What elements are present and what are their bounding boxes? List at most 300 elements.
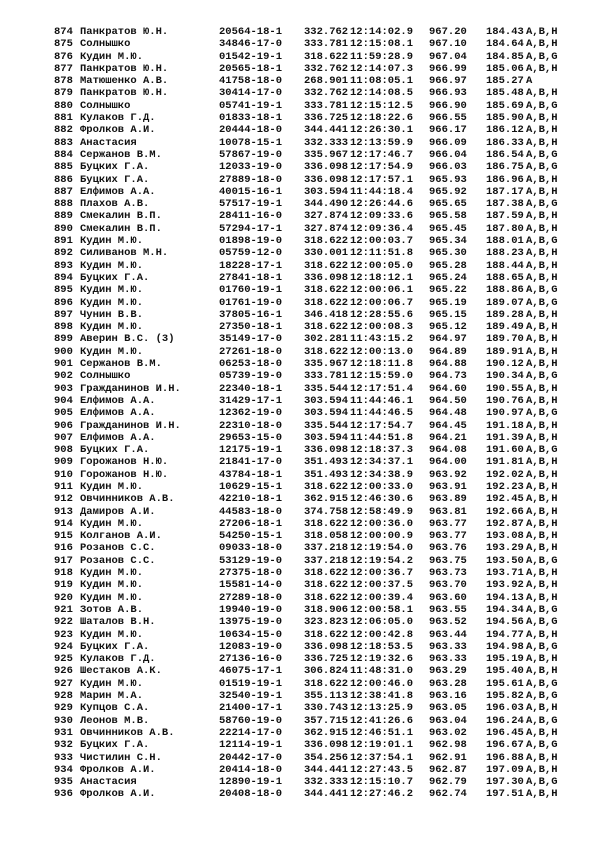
arrival-time: 12:18:37.3 <box>350 444 414 457</box>
speed: 964.21 <box>429 431 467 444</box>
ring-code: 22340-18-1 <box>219 382 283 395</box>
table-row <box>40 469 580 481</box>
place-number: 908 <box>54 444 73 457</box>
table-row <box>40 579 580 591</box>
arrival-time: 12:17:46.7 <box>350 148 414 161</box>
arrival-time: 12:17:54.7 <box>350 419 414 432</box>
place-number: 878 <box>54 75 73 88</box>
distance: 336.098 <box>304 271 349 284</box>
arrival-time: 12:00:03.7 <box>350 235 414 248</box>
class-list: A,B,H <box>526 62 558 75</box>
distance: 318.622 <box>304 591 349 604</box>
speed: 966.04 <box>429 148 467 161</box>
coefficient: 184.43 <box>486 26 524 38</box>
table-row <box>40 542 580 554</box>
distance: 318.622 <box>304 296 349 309</box>
arrival-time: 12:15:59.0 <box>350 370 414 383</box>
speed: 963.91 <box>429 480 467 493</box>
ring-code: 21400-17-1 <box>219 702 283 715</box>
speed: 965.30 <box>429 247 467 260</box>
place-number: 924 <box>54 640 73 653</box>
class-list: A,B,G <box>526 370 558 383</box>
arrival-time: 12:15:10.7 <box>350 776 414 789</box>
distance: 332.762 <box>304 62 349 75</box>
ring-code: 12114-19-1 <box>219 739 283 752</box>
table-row <box>40 383 580 395</box>
coefficient: 195.40 <box>486 665 524 678</box>
owner-name: Овчинников А.В. <box>80 493 175 506</box>
table-row <box>40 506 580 518</box>
coefficient: 190.55 <box>486 382 524 395</box>
coefficient: 191.60 <box>486 444 524 457</box>
speed: 963.92 <box>429 468 467 481</box>
arrival-time: 12:14:02.9 <box>350 26 414 38</box>
place-number: 887 <box>54 185 73 198</box>
class-list: A,B,G <box>526 554 558 567</box>
ring-code: 30414-17-0 <box>219 87 283 100</box>
distance: 318.906 <box>304 603 349 616</box>
owner-name: Чунин В.В. <box>80 308 144 321</box>
owner-name: Колганов А.И. <box>80 530 162 543</box>
place-number: 912 <box>54 493 73 506</box>
place-number: 925 <box>54 653 73 666</box>
place-number: 906 <box>54 419 73 432</box>
place-number: 893 <box>54 259 73 272</box>
class-list: A,B,G <box>526 161 558 174</box>
coefficient: 194.34 <box>486 603 524 616</box>
table-row <box>40 788 580 800</box>
ring-code: 27841-18-1 <box>219 271 283 284</box>
distance: 333.781 <box>304 370 349 383</box>
distance: 351.493 <box>304 456 349 469</box>
distance: 357.715 <box>304 714 349 727</box>
arrival-time: 12:00:39.4 <box>350 591 414 604</box>
arrival-time: 12:00:05.0 <box>350 259 414 272</box>
arrival-time: 12:00:42.8 <box>350 628 414 641</box>
coefficient: 186.54 <box>486 148 524 161</box>
arrival-time: 12:34:37.1 <box>350 456 414 469</box>
owner-name: Буцких Г.А. <box>80 640 150 653</box>
ring-code: 05741-19-1 <box>219 99 283 112</box>
coefficient: 189.70 <box>486 333 524 346</box>
speed: 964.88 <box>429 358 467 371</box>
distance: 318.622 <box>304 579 349 592</box>
arrival-time: 12:18:12.1 <box>350 271 414 284</box>
class-list: A,B,H <box>526 788 558 801</box>
owner-name: Панкратов Ю.Н. <box>80 87 169 100</box>
ring-code: 13975-19-0 <box>219 616 283 629</box>
arrival-time: 11:43:15.2 <box>350 333 414 346</box>
class-list: A,B,H <box>526 628 558 641</box>
class-list: A,B,H <box>526 419 558 432</box>
table-row <box>40 481 580 493</box>
speed: 966.93 <box>429 87 467 100</box>
ring-code: 12175-19-1 <box>219 444 283 457</box>
arrival-time: 11:59:28.9 <box>350 50 414 63</box>
place-number: 897 <box>54 308 73 321</box>
coefficient: 193.92 <box>486 579 524 592</box>
arrival-time: 12:00:46.0 <box>350 677 414 690</box>
ring-code: 20414-18-0 <box>219 763 283 776</box>
ring-code: 01898-19-0 <box>219 235 283 248</box>
place-number: 883 <box>54 136 73 149</box>
owner-name: Марин М.А. <box>80 690 144 703</box>
class-list: A,B,H <box>526 456 558 469</box>
class-list: A,B,H <box>526 763 558 776</box>
owner-name: Гражданинов И.Н. <box>80 382 181 395</box>
owner-name: Кудин М.Ю. <box>80 321 144 334</box>
owner-name: Кудин М.Ю. <box>80 567 144 580</box>
place-number: 905 <box>54 407 73 420</box>
ring-code: 34846-17-0 <box>219 38 283 51</box>
speed: 967.10 <box>429 38 467 51</box>
ring-code: 31429-17-1 <box>219 394 283 407</box>
distance: 335.544 <box>304 382 349 395</box>
ring-code: 29653-15-0 <box>219 431 283 444</box>
ring-code: 42210-18-1 <box>219 493 283 506</box>
coefficient: 190.34 <box>486 370 524 383</box>
coefficient: 188.23 <box>486 247 524 260</box>
distance: 374.758 <box>304 505 349 518</box>
table-row <box>40 727 580 739</box>
coefficient: 189.07 <box>486 296 524 309</box>
class-list: A,B,H <box>526 259 558 272</box>
class-list: A,B,G <box>526 284 558 297</box>
class-list: A,B,G <box>526 603 558 616</box>
distance: 318.622 <box>304 517 349 530</box>
distance: 318.058 <box>304 530 349 543</box>
coefficient: 189.28 <box>486 308 524 321</box>
arrival-time: 12:15:08.1 <box>350 38 414 51</box>
distance: 337.218 <box>304 554 349 567</box>
distance: 335.967 <box>304 148 349 161</box>
distance: 336.098 <box>304 640 349 653</box>
class-list: A,B,H <box>526 358 558 371</box>
speed: 962.79 <box>429 776 467 789</box>
class-list: A,B,H <box>526 579 558 592</box>
coefficient: 192.45 <box>486 493 524 506</box>
speed: 963.33 <box>429 640 467 653</box>
place-number: 889 <box>54 210 73 223</box>
place-number: 884 <box>54 148 73 161</box>
arrival-time: 11:44:18.4 <box>350 185 414 198</box>
table-row <box>40 530 580 542</box>
class-list: A,B,G <box>526 99 558 112</box>
arrival-time: 12:00:13.0 <box>350 345 414 358</box>
arrival-time: 12:00:58.1 <box>350 603 414 616</box>
place-number: 910 <box>54 468 73 481</box>
coefficient: 196.24 <box>486 714 524 727</box>
arrival-time: 12:14:07.3 <box>350 62 414 75</box>
table-row <box>40 678 580 690</box>
speed: 965.12 <box>429 321 467 334</box>
speed: 962.74 <box>429 788 467 801</box>
coefficient: 189.91 <box>486 345 524 358</box>
distance: 318.622 <box>304 567 349 580</box>
arrival-time: 12:17:51.4 <box>350 382 414 395</box>
class-list: A <box>526 75 533 88</box>
place-number: 892 <box>54 247 73 260</box>
place-number: 936 <box>54 788 73 801</box>
arrival-time: 12:26:44.6 <box>350 198 414 211</box>
ring-code: 27136-16-0 <box>219 653 283 666</box>
class-list: A,B,H <box>526 210 558 223</box>
speed: 964.08 <box>429 444 467 457</box>
speed: 965.15 <box>429 308 467 321</box>
place-number: 898 <box>54 321 73 334</box>
speed: 966.90 <box>429 99 467 112</box>
speed: 963.28 <box>429 677 467 690</box>
arrival-time: 12:19:01.1 <box>350 739 414 752</box>
table-row <box>40 432 580 444</box>
table-row <box>40 752 580 764</box>
table-row <box>40 592 580 604</box>
distance: 336.725 <box>304 112 349 125</box>
owner-name: Кудин М.Ю. <box>80 628 144 641</box>
table-row <box>40 174 580 186</box>
ring-code: 44583-18-0 <box>219 505 283 518</box>
coefficient: 194.56 <box>486 616 524 629</box>
coefficient: 187.80 <box>486 222 524 235</box>
class-list: A,B,H <box>526 222 558 235</box>
arrival-time: 12:46:30.6 <box>350 493 414 506</box>
class-list: A,B,H <box>526 345 558 358</box>
arrival-time: 12:27:43.5 <box>350 763 414 776</box>
coefficient: 186.33 <box>486 136 524 149</box>
class-list: A,B,H <box>526 493 558 506</box>
table-row <box>40 63 580 75</box>
coefficient: 191.81 <box>486 456 524 469</box>
table-row <box>40 456 580 468</box>
ring-code: 12033-19-0 <box>219 161 283 174</box>
class-list: A,B,H <box>526 653 558 666</box>
ring-code: 01761-19-0 <box>219 296 283 309</box>
speed: 965.34 <box>429 235 467 248</box>
owner-name: Горожанов Н.Ю. <box>80 468 169 481</box>
coefficient: 196.45 <box>486 726 524 739</box>
owner-name: Буцких Г.А. <box>80 739 150 752</box>
distance: 318.622 <box>304 235 349 248</box>
distance: 333.781 <box>304 38 349 51</box>
table-row <box>40 346 580 358</box>
distance: 268.901 <box>304 75 349 88</box>
distance: 332.333 <box>304 136 349 149</box>
arrival-time: 12:26:30.1 <box>350 124 414 137</box>
distance: 318.622 <box>304 50 349 63</box>
owner-name: Чистилин С.Н. <box>80 751 162 764</box>
ring-code: 32540-19-1 <box>219 690 283 703</box>
speed: 963.52 <box>429 616 467 629</box>
place-number: 919 <box>54 579 73 592</box>
coefficient: 193.29 <box>486 542 524 555</box>
owner-name: Овчинников А.В. <box>80 726 175 739</box>
coefficient: 192.66 <box>486 505 524 518</box>
class-list: A,B,H <box>526 542 558 555</box>
distance: 354.256 <box>304 751 349 764</box>
ring-code: 15581-14-0 <box>219 579 283 592</box>
coefficient: 195.19 <box>486 653 524 666</box>
coefficient: 187.38 <box>486 198 524 211</box>
distance: 303.594 <box>304 185 349 198</box>
distance: 318.622 <box>304 345 349 358</box>
ring-code: 10634-15-0 <box>219 628 283 641</box>
place-number: 875 <box>54 38 73 51</box>
ring-code: 01760-19-1 <box>219 284 283 297</box>
class-list: A,B,H <box>526 321 558 334</box>
owner-name: Розанов С.С. <box>80 542 156 555</box>
owner-name: Смекалин В.П. <box>80 210 162 223</box>
place-number: 902 <box>54 370 73 383</box>
speed: 965.45 <box>429 222 467 235</box>
owner-name: Матюшенко А.В. <box>80 75 169 88</box>
distance: 351.493 <box>304 468 349 481</box>
class-list: A,B,H <box>526 26 558 38</box>
owner-name: Кудин М.Ю. <box>80 235 144 248</box>
table-row <box>40 210 580 222</box>
coefficient: 184.85 <box>486 50 524 63</box>
speed: 966.09 <box>429 136 467 149</box>
owner-name: Елфимов А.А. <box>80 407 156 420</box>
speed: 965.19 <box>429 296 467 309</box>
ring-code: 12890-19-1 <box>219 776 283 789</box>
arrival-time: 12:19:54.0 <box>350 542 414 555</box>
speed: 965.22 <box>429 284 467 297</box>
owner-name: Силиванов М.Н. <box>80 247 169 260</box>
speed: 962.91 <box>429 751 467 764</box>
speed: 963.73 <box>429 567 467 580</box>
distance: 344.441 <box>304 124 349 137</box>
class-list: A,B,H <box>526 480 558 493</box>
distance: 355.113 <box>304 690 349 703</box>
ring-code: 20444-18-0 <box>219 124 283 137</box>
arrival-time: 12:37:54.1 <box>350 751 414 764</box>
place-number: 894 <box>54 271 73 284</box>
speed: 964.89 <box>429 345 467 358</box>
ring-code: 40015-16-1 <box>219 185 283 198</box>
owner-name: Панкратов Ю.Н. <box>80 62 169 75</box>
table-row <box>40 272 580 284</box>
table-row <box>40 186 580 198</box>
ring-code: 01542-19-1 <box>219 50 283 63</box>
class-list: A,B,H <box>526 591 558 604</box>
owner-name: Буцких Г.А. <box>80 444 150 457</box>
table-row <box>40 112 580 124</box>
coefficient: 187.17 <box>486 185 524 198</box>
coefficient: 185.06 <box>486 62 524 75</box>
ring-code: 27889-18-0 <box>219 173 283 186</box>
place-number: 904 <box>54 394 73 407</box>
owner-name: Кулаков Г.Д. <box>80 112 156 125</box>
ring-code: 20564-18-1 <box>219 26 283 38</box>
class-list: A,B,H <box>526 124 558 137</box>
speed: 963.44 <box>429 628 467 641</box>
owner-name: Анастасия <box>80 776 137 789</box>
distance: 335.967 <box>304 358 349 371</box>
table-row <box>40 87 580 99</box>
coefficient: 196.03 <box>486 702 524 715</box>
coefficient: 190.76 <box>486 394 524 407</box>
place-number: 923 <box>54 628 73 641</box>
coefficient: 185.90 <box>486 112 524 125</box>
table-row <box>40 690 580 702</box>
ring-code: 58760-19-0 <box>219 714 283 727</box>
arrival-time: 12:00:36.0 <box>350 517 414 530</box>
ring-code: 19940-19-0 <box>219 603 283 616</box>
speed: 966.55 <box>429 112 467 125</box>
coefficient: 191.18 <box>486 419 524 432</box>
arrival-time: 12:34:38.9 <box>350 468 414 481</box>
table-row <box>40 137 580 149</box>
speed: 964.48 <box>429 407 467 420</box>
distance: 362.915 <box>304 493 349 506</box>
distance: 332.333 <box>304 776 349 789</box>
distance: 330.001 <box>304 247 349 260</box>
speed: 964.45 <box>429 419 467 432</box>
class-list: A,B,G <box>526 407 558 420</box>
speed: 963.02 <box>429 726 467 739</box>
ring-code: 20565-18-1 <box>219 62 283 75</box>
speed: 964.00 <box>429 456 467 469</box>
place-number: 934 <box>54 763 73 776</box>
arrival-time: 11:48:31.0 <box>350 665 414 678</box>
class-list: A,B,G <box>526 690 558 703</box>
place-number: 933 <box>54 751 73 764</box>
ring-code: 20408-18-0 <box>219 788 283 801</box>
speed: 965.28 <box>429 259 467 272</box>
arrival-time: 12:27:46.2 <box>350 788 414 801</box>
ring-code: 57294-17-1 <box>219 222 283 235</box>
class-list: A,B,H <box>526 431 558 444</box>
distance: 344.441 <box>304 788 349 801</box>
results-list <box>40 26 580 801</box>
owner-name: Кудин М.Ю. <box>80 50 144 63</box>
owner-name: Сержанов В.М. <box>80 358 162 371</box>
table-row <box>40 395 580 407</box>
arrival-time: 12:18:22.6 <box>350 112 414 125</box>
owner-name: Кудин М.Ю. <box>80 517 144 530</box>
ring-code: 27375-18-0 <box>219 567 283 580</box>
class-list: A,B,H <box>526 382 558 395</box>
distance: 336.098 <box>304 161 349 174</box>
table-row <box>40 702 580 714</box>
distance: 303.594 <box>304 394 349 407</box>
place-number: 879 <box>54 87 73 100</box>
owner-name: Шаталов В.Н. <box>80 616 156 629</box>
coefficient: 188.65 <box>486 271 524 284</box>
place-number: 900 <box>54 345 73 358</box>
class-list: A,B,H <box>526 702 558 715</box>
table-row <box>40 641 580 653</box>
arrival-time: 12:15:12.5 <box>350 99 414 112</box>
distance: 318.622 <box>304 321 349 334</box>
place-number: 882 <box>54 124 73 137</box>
place-number: 909 <box>54 456 73 469</box>
coefficient: 188.44 <box>486 259 524 272</box>
coefficient: 194.13 <box>486 591 524 604</box>
coefficient: 192.23 <box>486 480 524 493</box>
owner-name: Горожанов Н.Ю. <box>80 456 169 469</box>
speed: 963.29 <box>429 665 467 678</box>
place-number: 891 <box>54 235 73 248</box>
place-number: 903 <box>54 382 73 395</box>
coefficient: 185.48 <box>486 87 524 100</box>
ring-code: 46075-17-1 <box>219 665 283 678</box>
table-row <box>40 26 580 38</box>
distance: 336.098 <box>304 739 349 752</box>
arrival-time: 12:00:06.7 <box>350 296 414 309</box>
class-list: A,B,H <box>526 87 558 100</box>
speed: 963.76 <box>429 542 467 555</box>
